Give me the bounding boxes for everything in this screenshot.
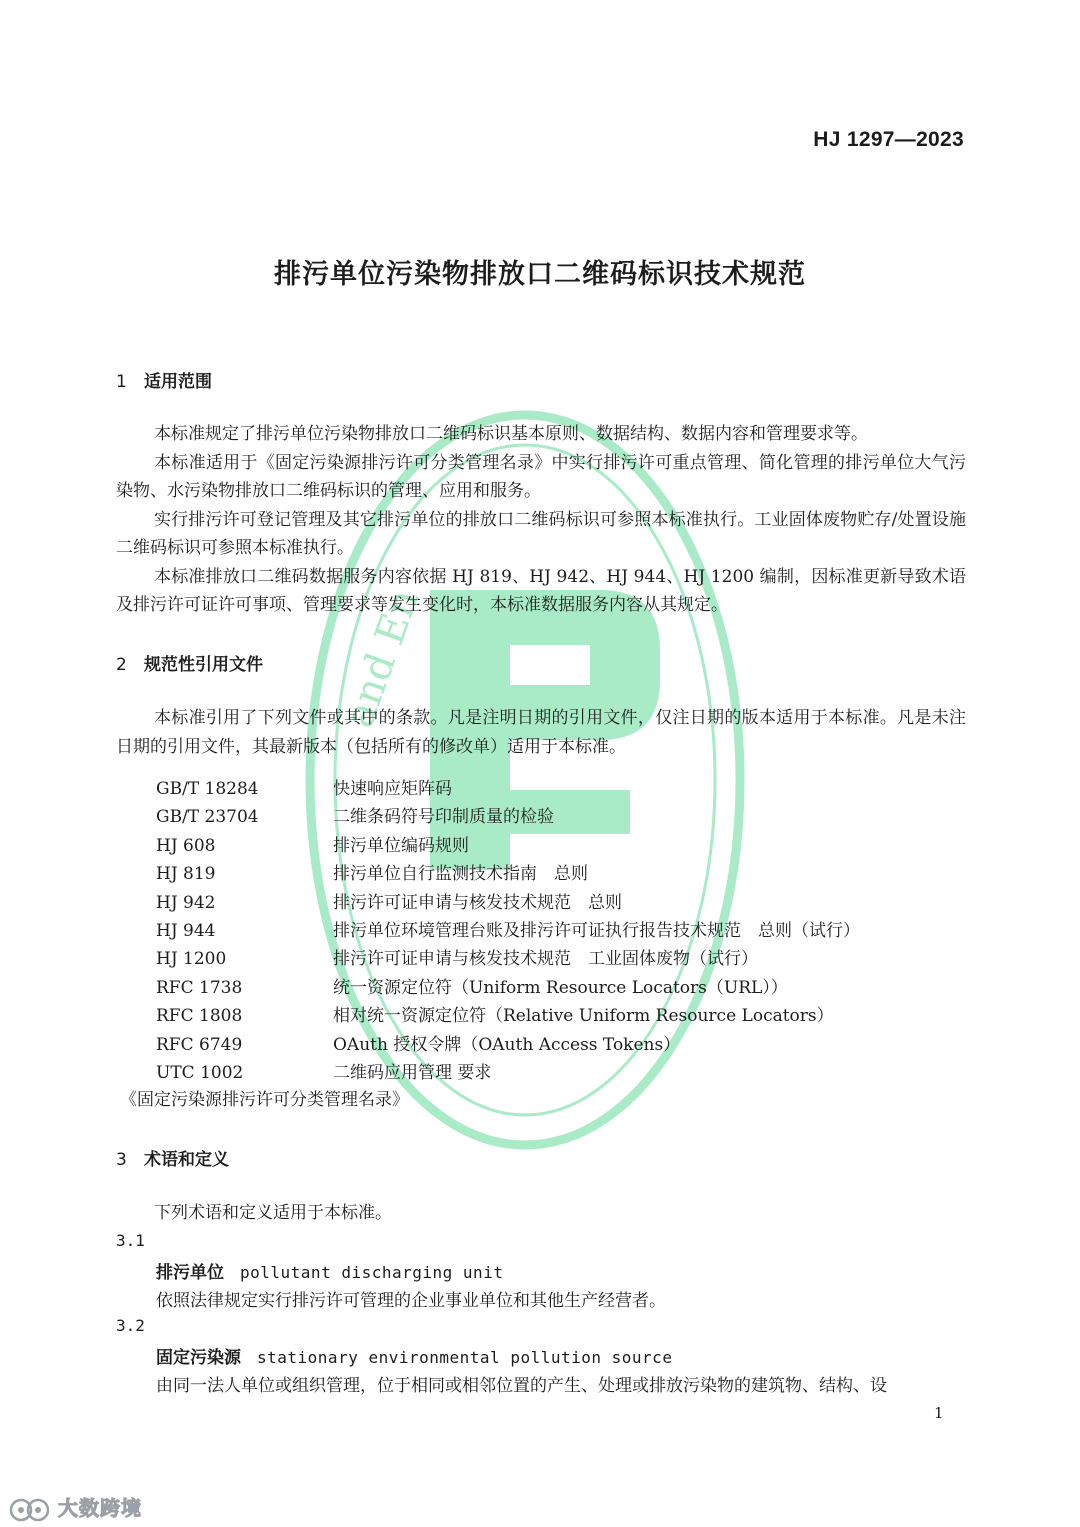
reference-item [156,832,956,860]
reference-code: GB/T 23704 [156,807,259,828]
paragraph: 本标准排放口二维码数据服务内容依据 HJ 819、HJ 942、HJ 944、HJ 1200 编制，因标准更新导致术语及排污许可证许可事项、管理要求等发生变化时，本标准数据服务内容从其规定。 [116,566,966,615]
reference-item [156,775,956,803]
section-heading [116,1145,229,1170]
term-heading [156,1343,672,1368]
standard-number: HJ 1297—2023 [813,128,964,151]
reference-title: 二维码应用管理 要求 [333,1062,492,1083]
section-heading [116,367,212,392]
term-en: stationary environmental pollution source [257,1348,673,1367]
paragraph: 本标准引用了下列文件或其中的条款。凡是注明日期的引用文件，仅注日期的版本适用于本标准。凡是未注日期的引用文件，其最新版本（包括所有的修改单）适用于本标准。 [116,708,966,757]
reference-item [156,917,956,945]
brand-text: 大数跨境 [58,1496,142,1520]
section-title: 术语和定义 [144,1150,229,1170]
term-en: pollutant discharging unit [240,1263,504,1282]
reference-title: 相对统一资源定位符（Relative Uniform Resource Locators） [333,1006,834,1027]
reference-title: 排污许可证申请与核发技术规范 总则 [333,892,622,913]
section-body [116,1199,966,1228]
reference-code: RFC 6749 [156,1034,243,1055]
section-number: 3 [116,1150,127,1170]
reference-title: 排污许可证申请与核发技术规范 工业固体废物（试行） [333,949,758,970]
reference-title: OAuth 授权令牌（OAuth Access Tokens） [333,1034,681,1055]
reference-title: 二维条码符号印制质量的检验 [333,807,554,828]
page-number: 1 [934,1404,944,1422]
section-body [116,704,966,761]
reference-code: RFC 1738 [156,977,243,998]
section-number: 1 [116,372,127,392]
reference-item [156,974,956,1002]
reference-item [156,1002,956,1030]
section-title: 规范性引用文件 [144,655,263,675]
term-definition: 由同一法人单位或组织管理，位于相同或相邻位置的产生、处理或排放污染物的建筑物、结构、设 [156,1376,887,1396]
document-title: 排污单位污染物排放口二维码标识技术规范 [274,259,806,290]
section-title: 适用范围 [144,372,212,392]
reference-title: 快速响应矩阵码 [333,779,452,799]
term-heading [156,1258,503,1283]
reference-item [156,1059,956,1087]
reference-item [156,945,956,973]
section-heading [116,650,263,675]
paragraph: 下列术语和定义适用于本标准。 [154,1203,392,1223]
reference-code: HJ 608 [156,835,216,856]
reference-code: HJ 819 [156,864,216,885]
term-definition: 依照法律规定实行排污许可管理的企业事业单位和其他生产经营者。 [156,1291,666,1311]
reference-item [156,1031,956,1059]
term-number: 3.2 [116,1316,145,1335]
reference-title: 排污单位编码规则 [333,835,469,856]
term-zh: 固定污染源 [156,1348,241,1368]
section-number: 2 [116,655,127,675]
paragraph: 本标准适用于《固定污染源排污许可分类管理名录》中实行排污许可重点管理、简化管理的排污单位大气污染物、水污染物排放口二维码标识的管理、应用和服务。 [116,452,966,501]
reference-code: HJ 944 [156,920,216,941]
term-zh: 排污单位 [156,1263,224,1283]
reference-item [156,889,956,917]
reference-title: 排污单位自行监测技术指南 总则 [333,864,588,885]
watermark-text: and En [336,583,429,734]
reference-code: HJ 1200 [156,949,227,970]
reference-catalog: 《固定污染源排污许可分类管理名录》 [120,1090,409,1110]
reference-title: 统一资源定位符（Uniform Resource Locators（URL）） [333,977,788,998]
paragraph: 本标准规定了排污单位污染物排放口二维码标识基本原则、数据结构、数据内容和管理要求等。 [154,424,868,444]
paragraph: 实行排污许可登记管理及其它排污单位的排放口二维码标识可参照本标准执行。工业固体废物贮存/处置设施二维码标识可参照本标准执行。 [116,509,966,558]
reference-code: UTC 1002 [156,1062,244,1083]
brand-watermark [8,1492,142,1523]
reference-item [156,803,956,831]
section-body [116,420,966,620]
reference-code: HJ 942 [156,892,216,913]
reference-title: 排污单位环境管理台账及排污许可证执行报告技术规范 总则（试行） [333,920,860,941]
reference-code: GB/T 18284 [156,779,259,799]
reference-code: RFC 1808 [156,1006,243,1027]
term-number: 3.1 [116,1231,145,1250]
reference-list [156,775,956,1087]
brand-logo-icon [8,1497,52,1523]
reference-item [156,860,956,888]
